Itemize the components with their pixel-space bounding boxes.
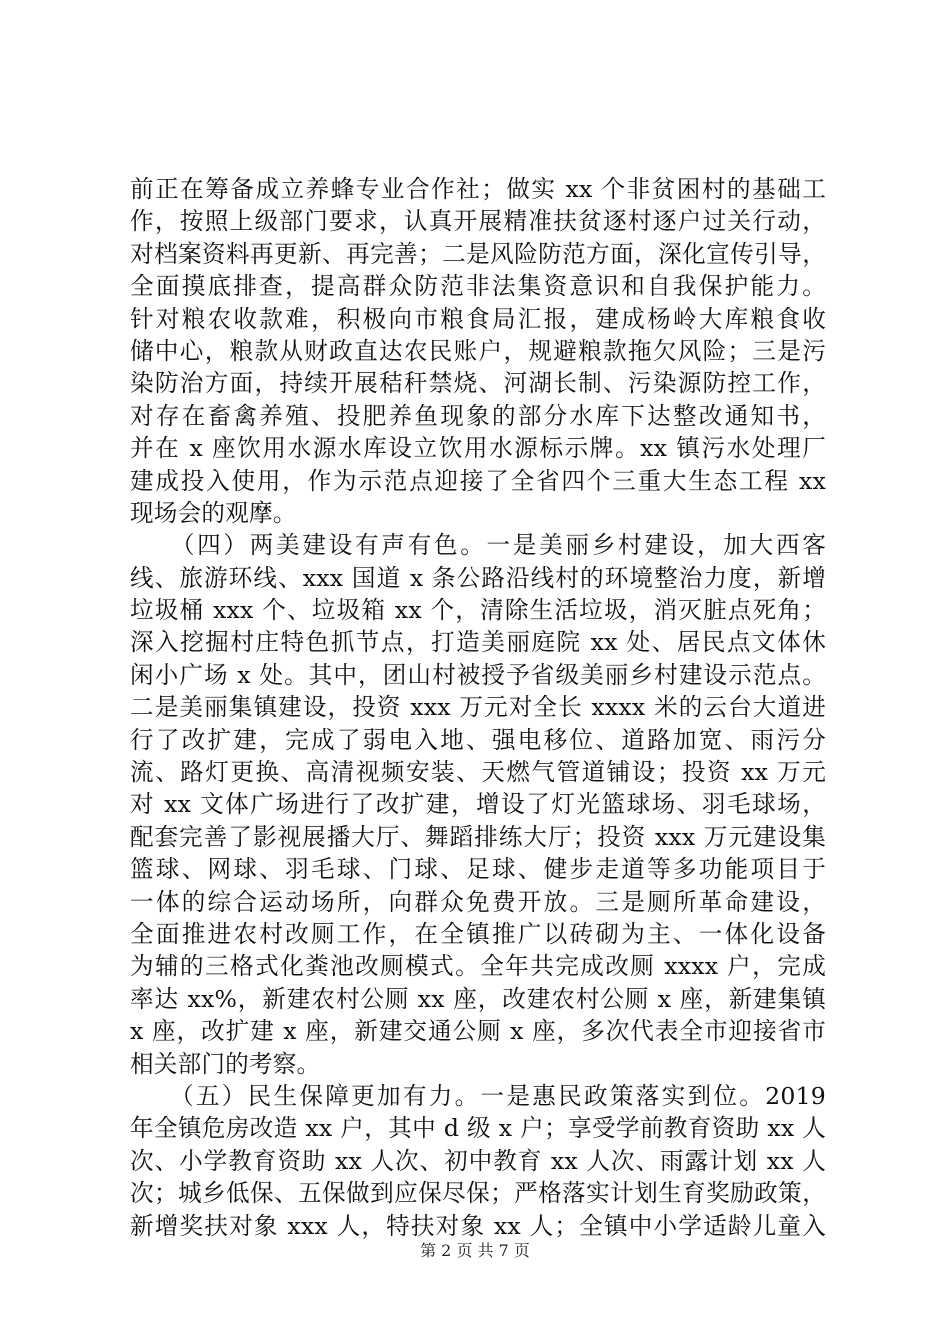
text-line: 为辅的三格式化粪池改厕模式。全年共完成改厕 xxxx 户，完成 — [130, 952, 826, 981]
text-line: 建成投入使用，作为示范点迎接了全省四个三重大生态工程 xx — [130, 466, 826, 495]
text-line: （四）两美建设有声有色。一是美丽乡村建设，加大西客 — [130, 531, 826, 560]
document-body — [130, 173, 826, 1242]
text-line: 配套完善了影视展播大厅、舞蹈排练大厅；投资 xxx 万元建设集 — [130, 822, 826, 851]
text-line: 对存在畜禽养殖、投肥养鱼现象的部分水库下达整改通知书， — [130, 401, 826, 430]
text-line: 作，按照上级部门要求，认真开展精准扶贫逐村逐户过关行动， — [130, 207, 826, 236]
text-line: 次；城乡低保、五保做到应保尽保；严格落实计划生育奖励政策， — [130, 1179, 826, 1208]
text-line: 行了改扩建，完成了弱电入地、强电移位、道路加宽、雨污分 — [130, 725, 826, 754]
page-footer: 第 2 页 共 7 页 — [420, 1241, 530, 1260]
text-line: 对 xx 文体广场进行了改扩建，增设了灯光篮球场、羽毛球场， — [130, 790, 826, 819]
text-line: 流、路灯更换、高清视频安装、天燃气管道铺设；投资 xx 万元 — [130, 758, 826, 787]
text-line: 二是美丽集镇建设，投资 xxx 万元对全长 xxxx 米的云台大道进 — [130, 693, 826, 722]
text-line: 全面推进农村改厕工作，在全镇推广以砖砌为主、一体化设备 — [130, 919, 826, 948]
text-line: 垃圾桶 xxx 个、垃圾箱 xx 个，清除生活垃圾，消灭脏点死角； — [130, 596, 826, 625]
text-line: 储中心，粮款从财政直达农民账户，规避粮款拖欠风险；三是污 — [130, 336, 826, 365]
text-line: 深入挖掘村庄特色抓节点，打造美丽庭院 xx 处、居民点文体休 — [130, 628, 826, 657]
text-line: 一体的综合运动场所，向群众免费开放。三是厕所革命建设， — [130, 887, 826, 916]
text-line: 对档案资料再更新、再完善；二是风险防范方面，深化宣传引导， — [130, 239, 826, 268]
text-line: 针对粮农收款难，积极向市粮食局汇报，建成杨岭大库粮食收 — [130, 304, 826, 333]
text-line: x 座，改扩建 x 座，新建交通公厕 x 座，多次代表全市迎接省市 — [130, 1017, 826, 1046]
text-line: 新增奖扶对象 xxx 人，特扶对象 xx 人；全镇中小学适龄儿童入 — [130, 1211, 826, 1240]
text-line: 并在 x 座饮用水源水库设立饮用水源标示牌。xx 镇污水处理厂 — [130, 434, 826, 463]
text-line: 相关部门的考察。 — [130, 1049, 321, 1078]
text-line: 年全镇危房改造 xx 户，其中 d 级 x 户；享受学前教育资助 xx 人 — [130, 1114, 826, 1143]
text-line: 全面摸底排查，提高群众防范非法集资意识和自我保护能力。 — [130, 272, 826, 301]
text-line: 线、旅游环线、xxx 国道 x 条公路沿线村的环境整治力度，新增 — [130, 563, 826, 592]
text-line: 染防治方面，持续开展秸秆禁烧、河湖长制、污染源防控工作， — [130, 369, 826, 398]
text-line: 前正在筹备成立养蜂专业合作社；做实 xx 个非贫困村的基础工 — [130, 175, 826, 203]
text-line: （五）民生保障更加有力。一是惠民政策落实到位。2019 — [130, 1081, 826, 1110]
text-line: 现场会的观摩。 — [130, 498, 297, 527]
text-line: 篮球、网球、羽毛球、门球、足球、健步走道等多功能项目于 — [130, 855, 826, 884]
text-line: 率达 xx%，新建农村公厕 xx 座，改建农村公厕 x 座，新建集镇 — [130, 984, 826, 1013]
text-line: 闲小广场 x 处。其中，团山村被授予省级美丽乡村建设示范点。 — [130, 660, 826, 689]
text-line: 次、小学教育资助 xx 人次、初中教育 xx 人次、雨露计划 xx 人 — [130, 1146, 826, 1175]
